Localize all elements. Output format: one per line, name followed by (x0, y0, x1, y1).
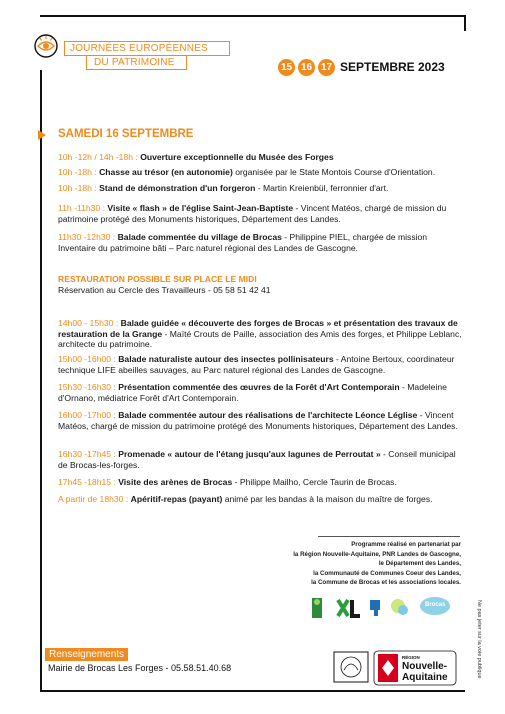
landes-logo-icon (370, 600, 380, 616)
partner-logos (308, 592, 458, 628)
program-entry (58, 494, 463, 505)
entry-time: 15h30 -16h30 : (58, 382, 116, 392)
bottom-logos (332, 648, 462, 688)
section-arrow-icon (38, 130, 46, 140)
region-small: RÉGION (402, 655, 420, 660)
entry-time: 11h30 -12h30 : (58, 232, 116, 242)
parc-logo-icon (312, 598, 322, 618)
entry-time: 10h -18h : (58, 183, 97, 193)
entry-desc: - Vincent Matéos, chargé de mission du patrimoine protégé des Monuments historiques, Département des Landes. (58, 410, 458, 431)
day-badge: 16 (298, 59, 315, 76)
partners-text (231, 540, 461, 588)
pnr-seal-icon (334, 652, 368, 682)
entry-desc: - Martin Kreienbül, ferronnier d'art. (255, 183, 389, 193)
program-entry (58, 232, 463, 253)
entry-time: 10h -18h : (58, 167, 97, 177)
entry-desc: - Vincent Matéos, chargé de mission du patrimoine protégé des Monuments historiques, Département des Landes. (58, 203, 447, 224)
jep-logo-line1: JOURNÉES EUROPÉENNES (70, 43, 208, 54)
entry-desc: - Conseil municipal de Brocas-les-forges. (58, 449, 456, 470)
program-entry (58, 354, 463, 375)
entry-time: 15h00 -16h00 : (58, 354, 116, 364)
program-entry (58, 152, 463, 163)
day-badge: 17 (318, 59, 335, 76)
entry-title: Ouverture exceptionnelle du Musée des Forges (140, 152, 334, 162)
entry-time: A partir de 18h30 : (58, 494, 129, 504)
xl-logo-icon (338, 600, 360, 616)
partners-line: la Commune de Brocas et les associations locales. (311, 579, 461, 587)
day-badge: 15 (278, 59, 295, 76)
eye-icon (33, 33, 59, 59)
program-entry (58, 183, 463, 194)
entry-title: Promenade « autour de l'étang jusqu'aux lagunes de Perroutat » (118, 449, 381, 459)
entry-title: Balade commentée du village de Brocas (117, 232, 282, 242)
entry-desc: - Antoine Bertoux, coordinateur technique LIFE abeilles sauvages, au Parc naturel régional des Landes de Gascogne. (58, 354, 455, 375)
entry-title: Balade naturaliste autour des insectes pollinisateurs (118, 354, 334, 364)
entry-title: Apéritif-repas (payant) (130, 494, 223, 504)
frame-bottom-line (40, 690, 465, 692)
frame-top-line (40, 15, 465, 17)
program-entry (58, 203, 463, 224)
entry-title: Visite « flash » de l'église Saint-Jean-Baptiste (107, 203, 294, 213)
coeur-des-landes-logo-icon (391, 599, 408, 615)
partners-line: la Communauté de Communes Coeur des Landes, (313, 569, 461, 577)
entry-desc: - Madeleine d'Ornano, médiatrice Forêt d'Art Contemporain. (58, 382, 447, 403)
program-entry (58, 449, 463, 470)
program-entry (58, 382, 463, 403)
frame-right-line (464, 15, 466, 31)
program-entry (58, 477, 463, 488)
entry-title: Stand de démonstration d'un forgeron (99, 183, 256, 193)
restauration-sub: Réservation au Cercle des Travailleurs - 05 58 51 42 41 (58, 285, 271, 295)
entry-title: Balade commentée autour des réalisations de l'architecte Léonce Léglise (118, 410, 418, 420)
entry-title: Balade guidée « découverte des forges de Brocas » et présentation des travaux de restauration de la Grange (58, 318, 458, 339)
partners-divider (318, 536, 460, 537)
info-label: Renseignements (45, 648, 128, 661)
entry-time: 17h45 -18h15 : (58, 477, 116, 487)
entry-desc: animé par les bandas à la maison du maître de forges. (222, 494, 433, 504)
brocas-logo-text: Brocas (425, 602, 446, 608)
entry-time: 11h -11h30 : (58, 203, 105, 213)
region-line2: Aquitaine (402, 672, 448, 683)
entry-title: Chasse au trésor (en autonomie) (99, 167, 233, 177)
entry-time: 16h00 -17h00 : (58, 410, 116, 420)
program-entry (58, 318, 463, 350)
entry-title: Visite des arènes de Brocas (118, 477, 233, 487)
entry-desc: organisée par le State Montois Course d'Orientation. (232, 167, 436, 177)
section-title: SAMEDI 16 SEPTEMBRE (58, 128, 194, 140)
month-year: SEPTEMBRE 2023 (340, 60, 445, 74)
partners-line: Programme réalisé en partenariat par (351, 541, 461, 548)
partners-line: le Département des Landes, (378, 560, 461, 568)
jep-logo (64, 41, 230, 71)
restauration-title: RESTAURATION POSSIBLE SUR PLACE LE MIDI (58, 274, 257, 284)
info-text: Mairie de Brocas Les Forges - 05.58.51.40.68 (48, 663, 232, 673)
entry-desc: - Maïté Crouts de Paille, association des Amis des forges, et Philippe Leblanc, architecte du patrimoine. (58, 328, 462, 349)
event-dates (278, 57, 445, 77)
region-line1: Nouvelle- (402, 661, 448, 672)
program-entry (58, 167, 463, 178)
partners-line: la Région Nouvelle-Aquitaine, PNR Landes de Gascogne, (293, 550, 461, 558)
entry-time: 16h30 -17h45 : (58, 449, 116, 459)
jep-logo-line2: DU PATRIMOINE (94, 57, 175, 68)
entry-time: 14h00 - 15h30 : (58, 318, 119, 328)
entry-desc: - Philippe Mailho, Cercle Taurin de Brocas. (232, 477, 397, 487)
frame-left-line (40, 70, 42, 690)
entry-time: 10h -12h / 14h -18h : (58, 152, 138, 162)
entry-desc: - Philippine PIEL, chargée de mission Inventaire du patrimoine bâti – Parc naturel régional des Landes de Gascogne. (58, 232, 428, 253)
program-entry (58, 410, 463, 431)
entry-title: Présentation commentée des œuvres de la Forêt d'Art Contemporain (118, 382, 400, 392)
side-note: Ne pas jeter sur la voie publique (476, 600, 482, 679)
